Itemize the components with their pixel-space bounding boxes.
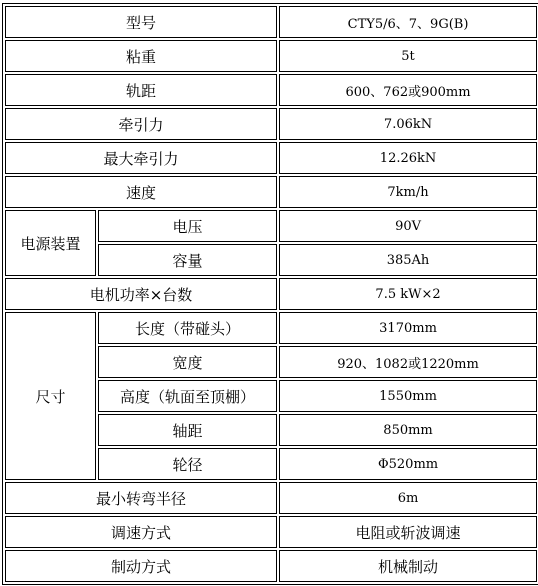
row-value: 850mm: [279, 414, 537, 446]
row-label: 电压: [98, 210, 277, 242]
row-value: CTY5/6、7、9G(B): [279, 6, 537, 38]
row-value: 7.5 kW×2: [279, 278, 537, 310]
row-label: 调速方式: [5, 516, 277, 548]
row-label: 轮径: [98, 448, 277, 480]
row-value: 机械制动: [279, 550, 537, 582]
row-value: 12.26kN: [279, 142, 537, 174]
row-value: 7.06kN: [279, 108, 537, 140]
row-label: 轨距: [5, 74, 277, 106]
table-row: [5, 40, 537, 72]
row-label: 制动方式: [5, 550, 277, 582]
table-row: [5, 74, 537, 106]
table-row: [5, 210, 537, 242]
row-label: 最小转弯半径: [5, 482, 277, 514]
row-value: 920、1082或1220mm: [279, 346, 537, 378]
row-label: 粘重: [5, 40, 277, 72]
row-label: 轴距: [98, 414, 277, 446]
row-value: 600、762或900mm: [279, 74, 537, 106]
table-row: [5, 142, 537, 174]
row-label: 速度: [5, 176, 277, 208]
table-row: [5, 482, 537, 514]
row-label: 最大牵引力: [5, 142, 277, 174]
row-value: 3170mm: [279, 312, 537, 344]
row-value: 385Ah: [279, 244, 537, 276]
dimensions-group-label: 尺寸: [5, 312, 96, 480]
spec-table: [2, 3, 538, 585]
row-value: 7km/h: [279, 176, 537, 208]
table-row: [5, 550, 537, 582]
table-row: [5, 176, 537, 208]
table-row: [5, 312, 537, 344]
table-row: [5, 278, 537, 310]
row-label: 容量: [98, 244, 277, 276]
power-unit-group-label: 电源装置: [5, 210, 96, 276]
row-value: Φ520mm: [279, 448, 537, 480]
row-label: 牵引力: [5, 108, 277, 140]
table-row: [5, 108, 537, 140]
row-label: 高度（轨面至顶棚）: [98, 380, 277, 412]
row-label: 宽度: [98, 346, 277, 378]
row-label: 长度（带碰头）: [98, 312, 277, 344]
table-row: [5, 6, 537, 38]
row-value: 6m: [279, 482, 537, 514]
row-value: 5t: [279, 40, 537, 72]
row-label: 型号: [5, 6, 277, 38]
row-value: 电阻或斩波调速: [279, 516, 537, 548]
row-value: 90V: [279, 210, 537, 242]
table-row: [5, 516, 537, 548]
row-label: 电机功率×台数: [5, 278, 277, 310]
row-value: 1550mm: [279, 380, 537, 412]
